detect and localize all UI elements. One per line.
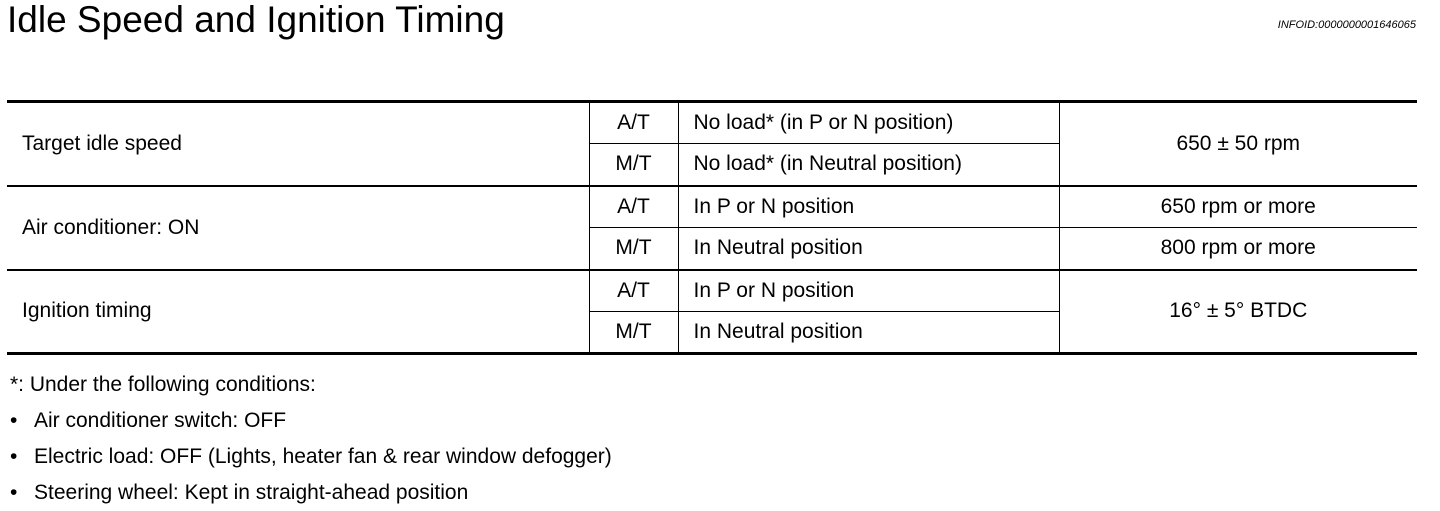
condition-cell: No load* (in P or N position) bbox=[678, 102, 1059, 144]
footnote-item bbox=[10, 439, 612, 475]
bullet-icon: • bbox=[10, 445, 18, 468]
bullet-icon: • bbox=[10, 409, 18, 432]
footnote-item bbox=[10, 475, 612, 511]
spec-table bbox=[7, 100, 1417, 355]
row-item-label: Air conditioner: ON bbox=[7, 186, 589, 270]
footnote-intro: *: Under the following conditions: bbox=[10, 373, 316, 396]
footnote-item bbox=[10, 403, 612, 439]
row-item-label: Ignition timing bbox=[7, 270, 589, 354]
value-cell: 650 rpm or more bbox=[1059, 186, 1417, 228]
condition-cell: In P or N position bbox=[678, 186, 1059, 228]
footnote-item-text: Air conditioner switch: OFF bbox=[34, 409, 287, 432]
condition-cell: No load* (in Neutral position) bbox=[678, 144, 1059, 186]
row-item-label: Target idle speed bbox=[7, 102, 589, 186]
condition-cell: In Neutral position bbox=[678, 312, 1059, 354]
footnote bbox=[10, 367, 612, 511]
page-title: Idle Speed and Ignition Timing bbox=[7, 0, 505, 40]
transmission-cell: M/T bbox=[589, 144, 678, 186]
condition-cell: In P or N position bbox=[678, 270, 1059, 312]
table-row bbox=[7, 270, 1417, 312]
value-cell: 800 rpm or more bbox=[1059, 228, 1417, 270]
transmission-cell: A/T bbox=[589, 102, 678, 144]
info-id: INFOID:0000000001646065 bbox=[1277, 19, 1416, 31]
table-row bbox=[7, 102, 1417, 144]
transmission-cell: M/T bbox=[589, 228, 678, 270]
value-cell: 16° ± 5° BTDC bbox=[1059, 270, 1417, 354]
transmission-cell: A/T bbox=[589, 270, 678, 312]
transmission-cell: M/T bbox=[589, 312, 678, 354]
footnote-item-text: Steering wheel: Kept in straight-ahead position bbox=[34, 481, 469, 504]
footnote-item-text: Electric load: OFF (Lights, heater fan & rear window defogger) bbox=[34, 445, 612, 468]
condition-cell: In Neutral position bbox=[678, 228, 1059, 270]
bullet-icon: • bbox=[10, 481, 18, 504]
table-row bbox=[7, 186, 1417, 228]
value-cell: 650 ± 50 rpm bbox=[1059, 102, 1417, 186]
transmission-cell: A/T bbox=[589, 186, 678, 228]
